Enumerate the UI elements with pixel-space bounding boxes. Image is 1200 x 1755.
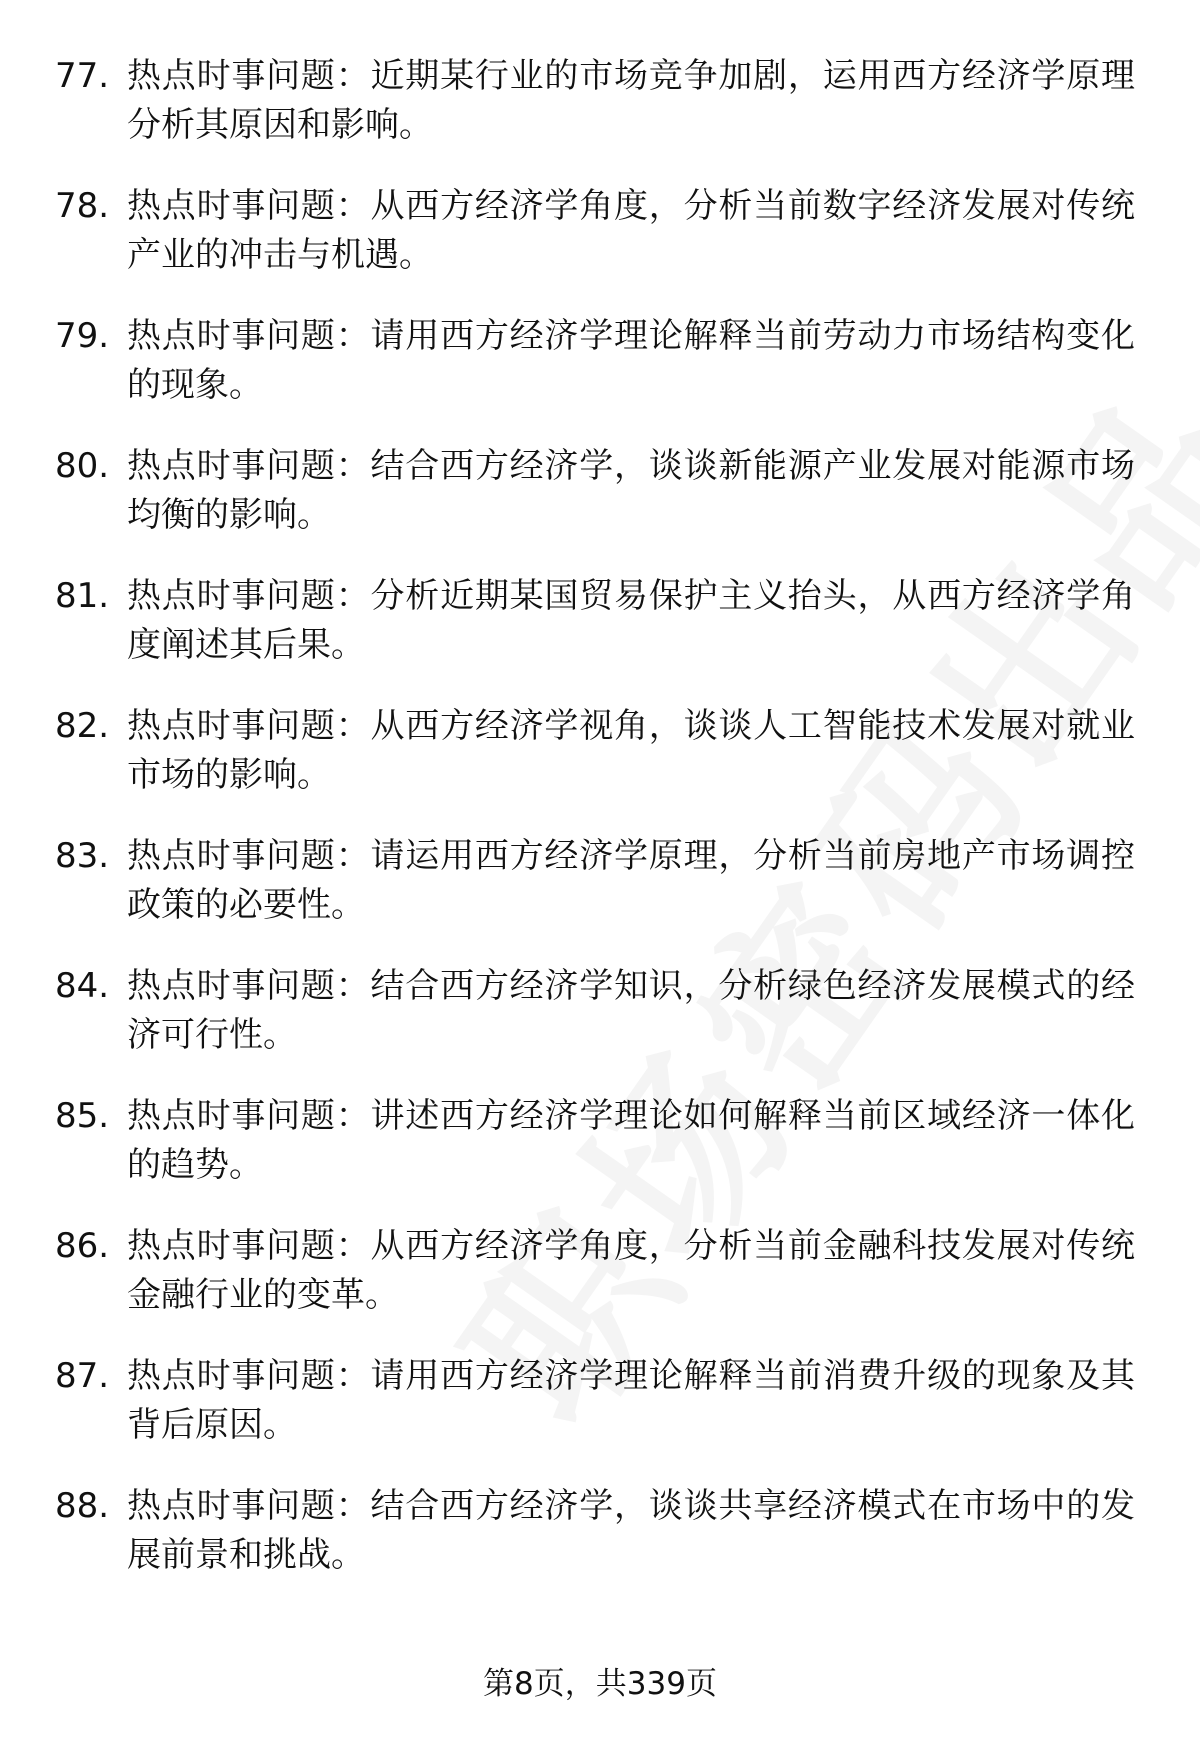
question-text: 热点时事问题：从西方经济学角度，分析当前数字经济发展对传统产业的冲击与机遇。 [127,186,1135,275]
question-number: 84. [55,966,110,1006]
question-item [0,572,1200,702]
question-item [0,52,1200,182]
question-text: 热点时事问题：结合西方经济学知识，分析绿色经济发展模式的经济可行性。 [127,966,1135,1055]
question-text: 热点时事问题：结合西方经济学，谈谈共享经济模式在市场中的发展前景和挑战。 [127,1486,1135,1575]
question-item [0,832,1200,962]
question-item [0,1092,1200,1222]
question-item [0,1222,1200,1352]
question-text: 热点时事问题：请用西方经济学理论解释当前劳动力市场结构变化的现象。 [127,316,1135,405]
question-number: 80. [55,446,110,486]
question-item [0,1352,1200,1482]
question-number: 86. [55,1226,110,1266]
question-item [0,442,1200,572]
question-number: 79. [55,316,110,356]
question-text: 热点时事问题：近期某行业的市场竞争加剧，运用西方经济学原理分析其原因和影响。 [127,56,1135,145]
question-number: 83. [55,836,110,876]
question-number: 85. [55,1096,110,1136]
question-number: 77. [55,56,110,96]
question-number: 87. [55,1356,110,1396]
question-number: 81. [55,576,110,616]
question-item [0,312,1200,442]
question-item [0,1482,1200,1612]
page-number-footer: 第8页，共339页 [483,1666,717,1702]
question-text: 热点时事问题：请运用西方经济学原理，分析当前房地产市场调控政策的必要性。 [127,836,1135,925]
question-number: 82. [55,706,110,746]
question-number: 88. [55,1486,110,1526]
question-list [0,52,1200,1612]
question-text: 热点时事问题：分析近期某国贸易保护主义抬头，从西方经济学角度阐述其后果。 [127,576,1135,665]
question-text: 热点时事问题：讲述西方经济学理论如何解释当前区域经济一体化的趋势。 [127,1096,1135,1185]
question-text: 热点时事问题：请用西方经济学理论解释当前消费升级的现象及其背后原因。 [127,1356,1135,1445]
question-text: 热点时事问题：结合西方经济学，谈谈新能源产业发展对能源市场均衡的影响。 [127,446,1135,535]
question-item [0,702,1200,832]
question-item [0,962,1200,1092]
question-text: 热点时事问题：从西方经济学视角，谈谈人工智能技术发展对就业市场的影响。 [127,706,1135,795]
question-number: 78. [55,186,110,226]
question-text: 热点时事问题：从西方经济学角度，分析当前金融科技发展对传统金融行业的变革。 [127,1226,1135,1315]
question-item [0,182,1200,312]
